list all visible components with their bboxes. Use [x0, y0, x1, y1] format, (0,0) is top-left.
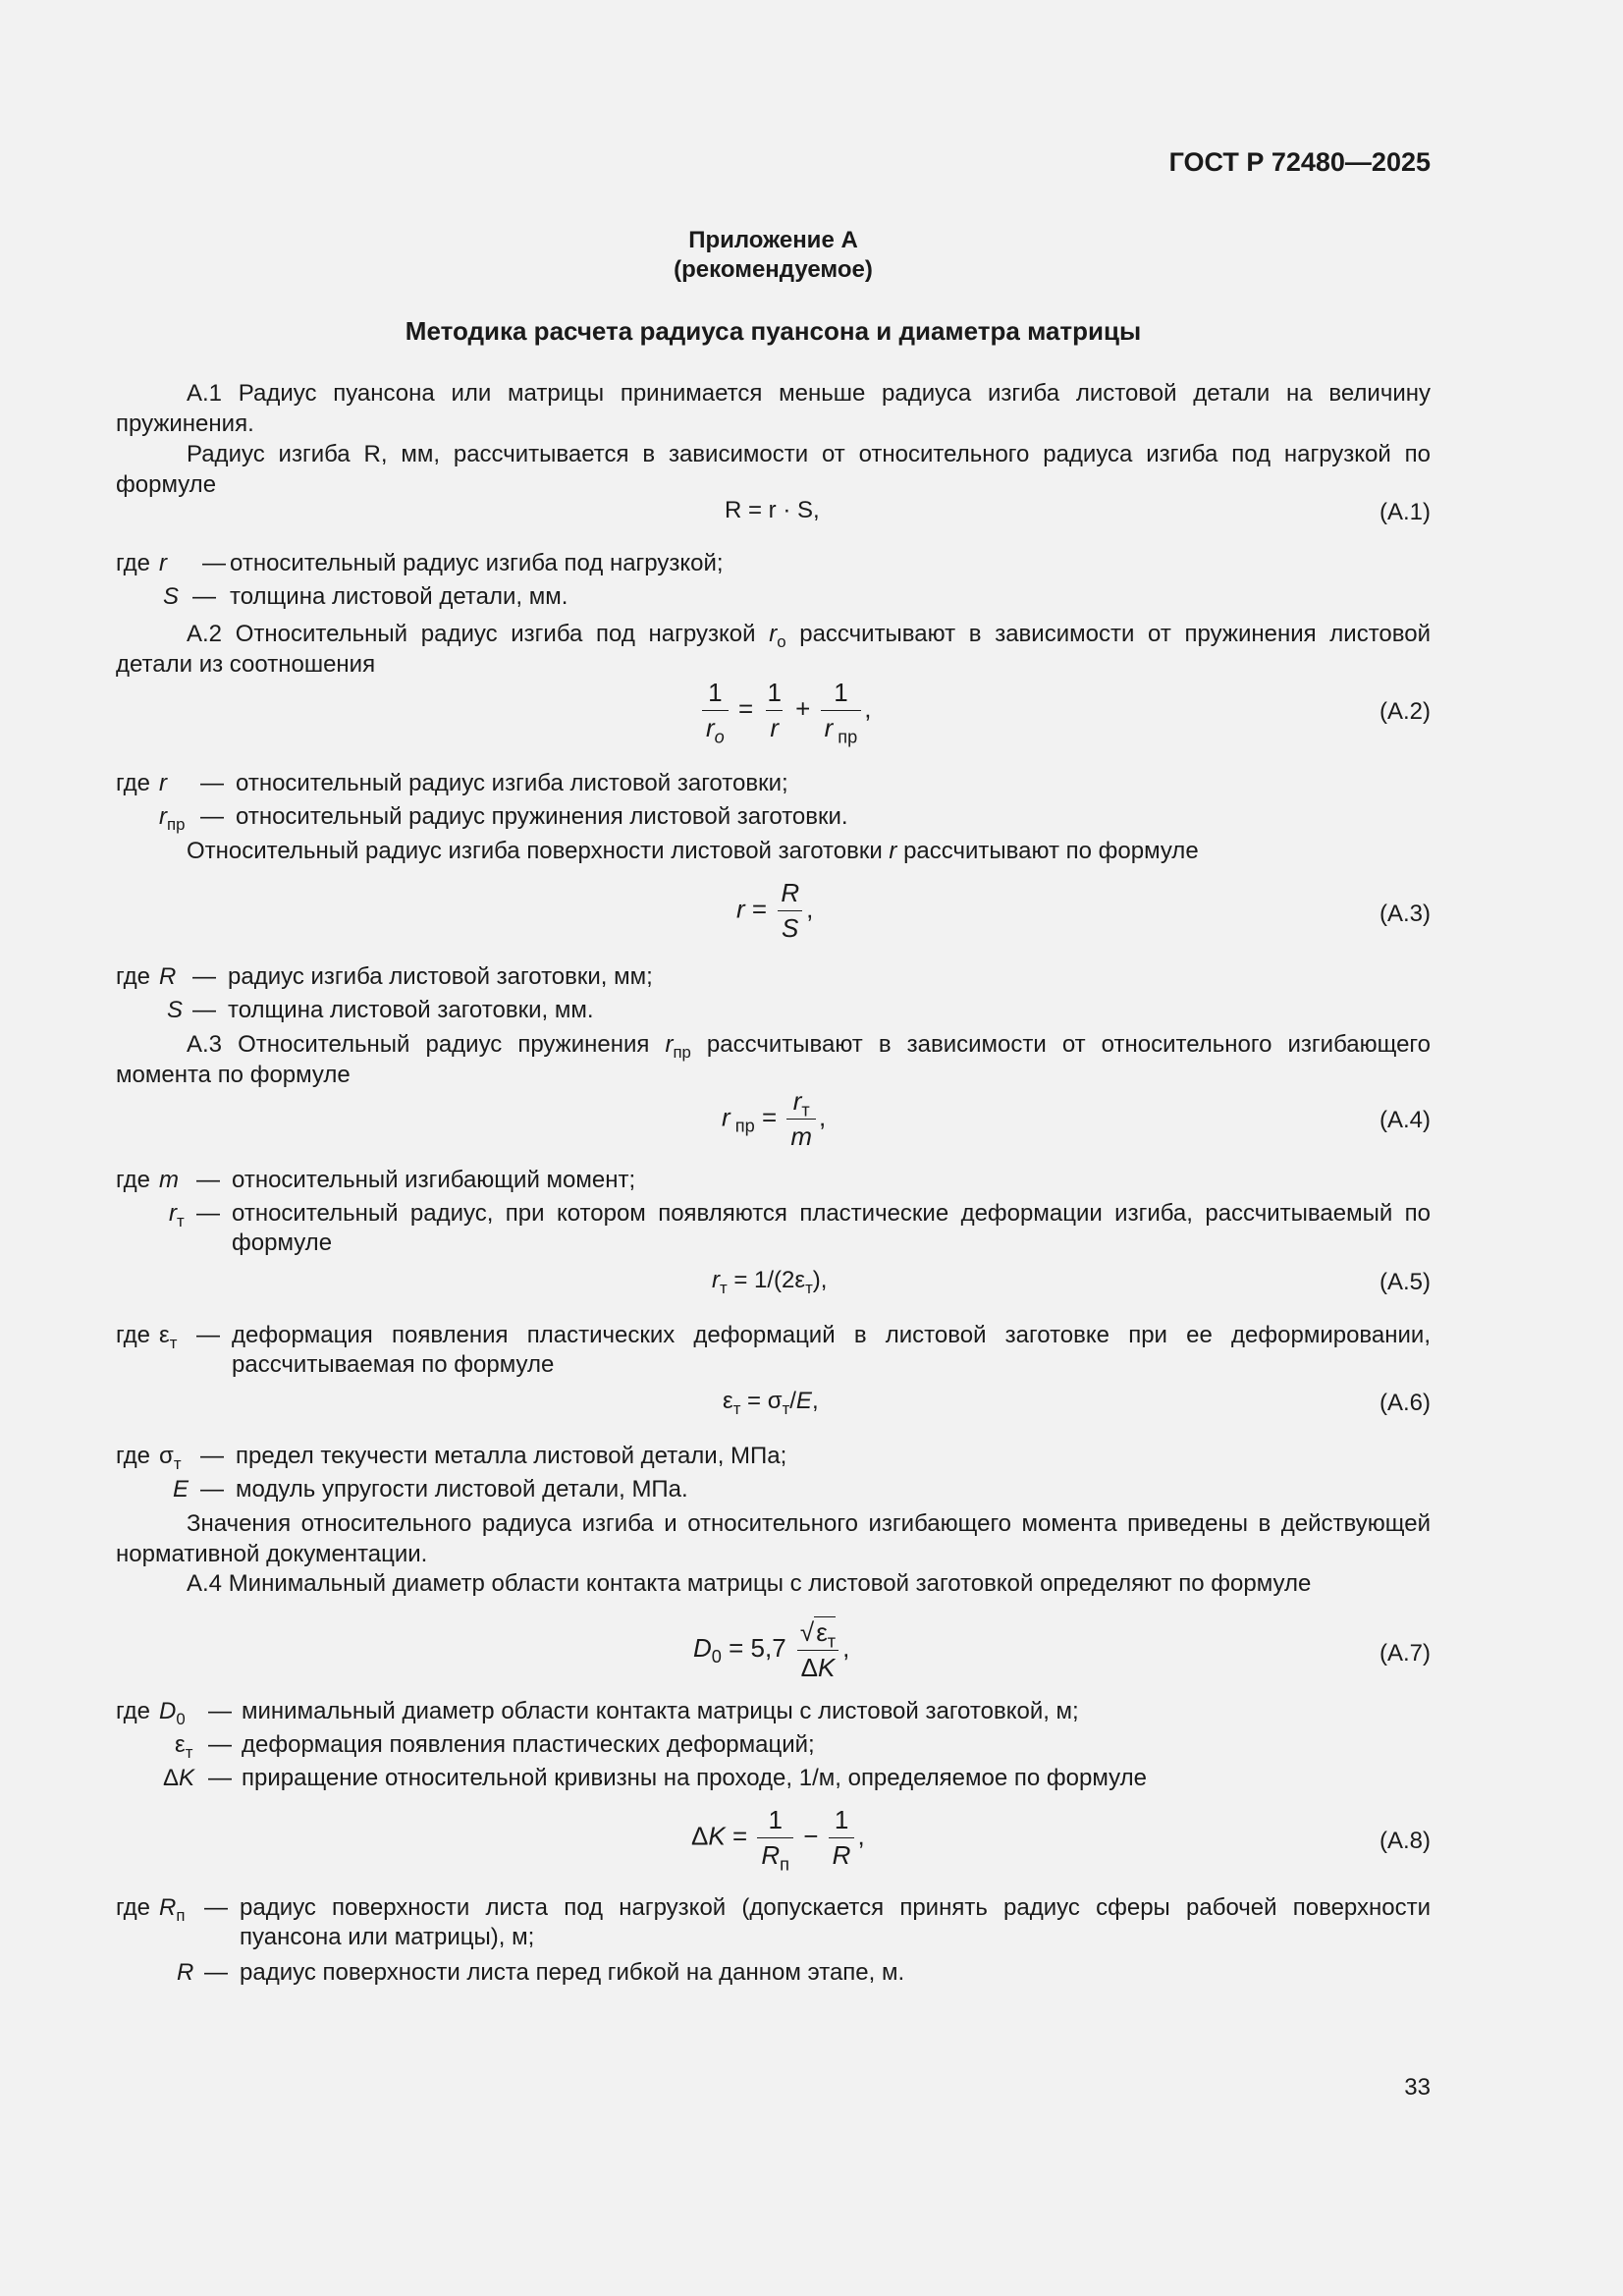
def-text: относительный радиус, при котором появляются пластические деформации изгиба, рассчитываемый по формуле [232, 1200, 1431, 1256]
def-dash: — [204, 1894, 228, 1921]
paragraph-a1: А.1 Радиус пуансона или матрицы принимается меньше радиуса изгиба листовой детали на величину пружинения. [116, 380, 1431, 437]
def-symbol: $\varepsilon_т$ [175, 1731, 193, 1762]
def-symbol: r [159, 550, 167, 576]
definitions-a1 [116, 549, 1431, 610]
def-symbol: E [173, 1476, 189, 1503]
def-text: относительный радиус изгиба листовой заготовки; [236, 770, 788, 796]
def-symbol: $R_п$ [159, 1894, 186, 1925]
document-id: ГОСТ Р 72480—2025 [1168, 147, 1431, 177]
equation-a8-number: (А.8) [1379, 1828, 1431, 1854]
equation-a7: $D_0 = 5,7$ $\frac{√\varepsilon_т}{\Delta K}$ , [693, 1617, 850, 1682]
definitions-a6 [116, 1442, 1431, 1504]
equation-a3-number: (А.3) [1379, 901, 1431, 927]
def-text: модуль упругости листовой детали, МПа. [236, 1476, 688, 1503]
def-symbol: S [162, 583, 179, 610]
def-text: радиус поверхности листа перед гибкой на данном этапе, м. [240, 1959, 905, 1986]
def-text: деформация появления пластических деформаций; [242, 1731, 815, 1758]
page-number: 33 [1404, 2074, 1431, 2101]
equation-a5-number: (А.5) [1379, 1269, 1431, 1295]
equation-a4: r $_{пр}$ = $\frac{r_т}{m}$ , [722, 1086, 827, 1151]
paragraph-a1-formula-intro: Радиус изгиба R, мм, рассчитывается в зависимости от относительного радиуса изгиба под нагрузкой по формуле [116, 441, 1431, 498]
def-text: приращение относительной кривизны на проходе, 1/м, определяемое по формуле [242, 1765, 1147, 1791]
definitions-a7 [116, 1697, 1431, 1795]
def-dash: — [200, 1476, 224, 1503]
definitions-a5 [116, 1321, 1431, 1384]
def-lead: где [116, 963, 151, 990]
def-lead: где [116, 1443, 151, 1469]
def-dash: — [192, 997, 216, 1023]
def-symbol: $r_т$ [169, 1200, 185, 1230]
definitions-a8 [116, 1893, 1431, 1992]
def-dash: — [200, 770, 224, 796]
equation-a6-number: (А.6) [1379, 1390, 1431, 1416]
def-text: минимальный диаметр области контакта матрицы с листовой заготовкой, м; [242, 1698, 1079, 1724]
paragraph-a2-surface: Относительный радиус изгиба поверхности листовой заготовки r рассчитывают по формуле [187, 838, 1199, 864]
def-dash: — [192, 963, 216, 990]
def-text: предел текучести металла листовой детали, МПа; [236, 1443, 787, 1469]
def-dash: — [200, 803, 224, 830]
paragraph-a3: А.3 Относительный радиус пружинения $r_{пр}$ рассчитывают в зависимости от относительного изгибающего момента по формуле [116, 1031, 1432, 1088]
def-text: относительный радиус пружинения листовой заготовки. [236, 803, 848, 830]
def-text: толщина листовой детали, мм. [230, 583, 568, 610]
def-text: толщина листовой заготовки, мм. [228, 997, 594, 1023]
def-dash: — [204, 1959, 228, 1986]
definitions-a2 [116, 769, 1431, 838]
def-symbol: ΔK [163, 1765, 195, 1791]
def-dash: — [196, 1322, 220, 1348]
def-text: радиус поверхности листа под нагрузкой (допускается принять радиус сферы рабочей поверхности пуансона или матрицы), м; [240, 1894, 1431, 1950]
def-dash: — [192, 583, 216, 610]
def-lead: где [116, 550, 151, 576]
equation-a5: $r_т = 1/(2\varepsilon_т)$, [712, 1267, 828, 1297]
def-text: относительный изгибающий момент; [232, 1167, 636, 1193]
equation-a7-number: (А.7) [1379, 1640, 1431, 1667]
def-dash: — [200, 1443, 224, 1469]
equation-a6: $\varepsilon_т = \sigma_т/E$, [723, 1388, 819, 1418]
equation-a1-number: (А.1) [1379, 499, 1431, 525]
def-lead: где [116, 1698, 151, 1724]
appendix-label: Приложение А [688, 227, 858, 253]
def-dash: — [196, 1200, 220, 1227]
def-text: относительный радиус изгиба под нагрузкой; [230, 550, 724, 576]
def-lead: где [116, 1167, 151, 1193]
def-dash: — [202, 550, 226, 576]
definitions-a4 [116, 1166, 1431, 1260]
paragraph-values: Значения относительного радиуса изгиба и относительного изгибающего момента приведены в действующей нормативной документации. [116, 1510, 1431, 1567]
appendix-status: (рекомендуемое) [674, 256, 873, 283]
def-symbol: $\sigma_т$ [159, 1443, 182, 1473]
def-text: радиус изгиба листовой заготовки, мм; [228, 963, 653, 990]
def-symbol: $\varepsilon_т$ [159, 1322, 178, 1352]
equation-a4-number: (А.4) [1379, 1107, 1431, 1133]
def-text: деформация появления пластических деформаций в листовой заготовке при ее деформировании, рассчитываемая по формуле [232, 1322, 1431, 1378]
equation-a2: $\frac{1}{r_o}$ = $\frac{1}{r}$ + $\frac{1}{r _{пр}}$ , [699, 678, 872, 743]
def-dash: — [208, 1731, 232, 1758]
def-dash: — [196, 1167, 220, 1193]
equation-a3: r = $\frac{R}{S}$ , [736, 878, 814, 943]
def-dash: — [208, 1765, 232, 1791]
def-symbol: m [159, 1167, 179, 1193]
def-lead: где [116, 1322, 151, 1348]
def-symbol: S [167, 997, 184, 1023]
paragraph-a4: А.4 Минимальный диаметр области контакта матрицы с листовой заготовкой определяют по формуле [187, 1570, 1312, 1597]
equation-a1: R = r · S, [725, 497, 820, 523]
def-dash: — [208, 1698, 232, 1724]
def-symbol: r [159, 770, 167, 796]
def-lead: где [116, 770, 151, 796]
equation-a8: ΔK = $\frac{1}{R_п}$ − $\frac{1}{R}$ , [691, 1805, 865, 1875]
def-symbol: R [177, 1959, 194, 1986]
def-lead: где [116, 1894, 151, 1921]
definitions-a3 [116, 962, 1431, 1025]
paragraph-a2: А.2 Относительный радиус изгиба под нагрузкой $r_о$ рассчитывают в зависимости от пружинения листовой детали из соотношения [116, 621, 1431, 678]
appendix-heading [116, 226, 1431, 285]
def-symbol: R [159, 963, 177, 990]
equation-a2-number: (А.2) [1379, 698, 1431, 725]
def-symbol: $D_0$ [159, 1698, 186, 1728]
section-title: Методика расчета радиуса пуансона и диаметра матрицы [405, 316, 1142, 346]
def-symbol: $r_{пр}$ [159, 803, 186, 834]
